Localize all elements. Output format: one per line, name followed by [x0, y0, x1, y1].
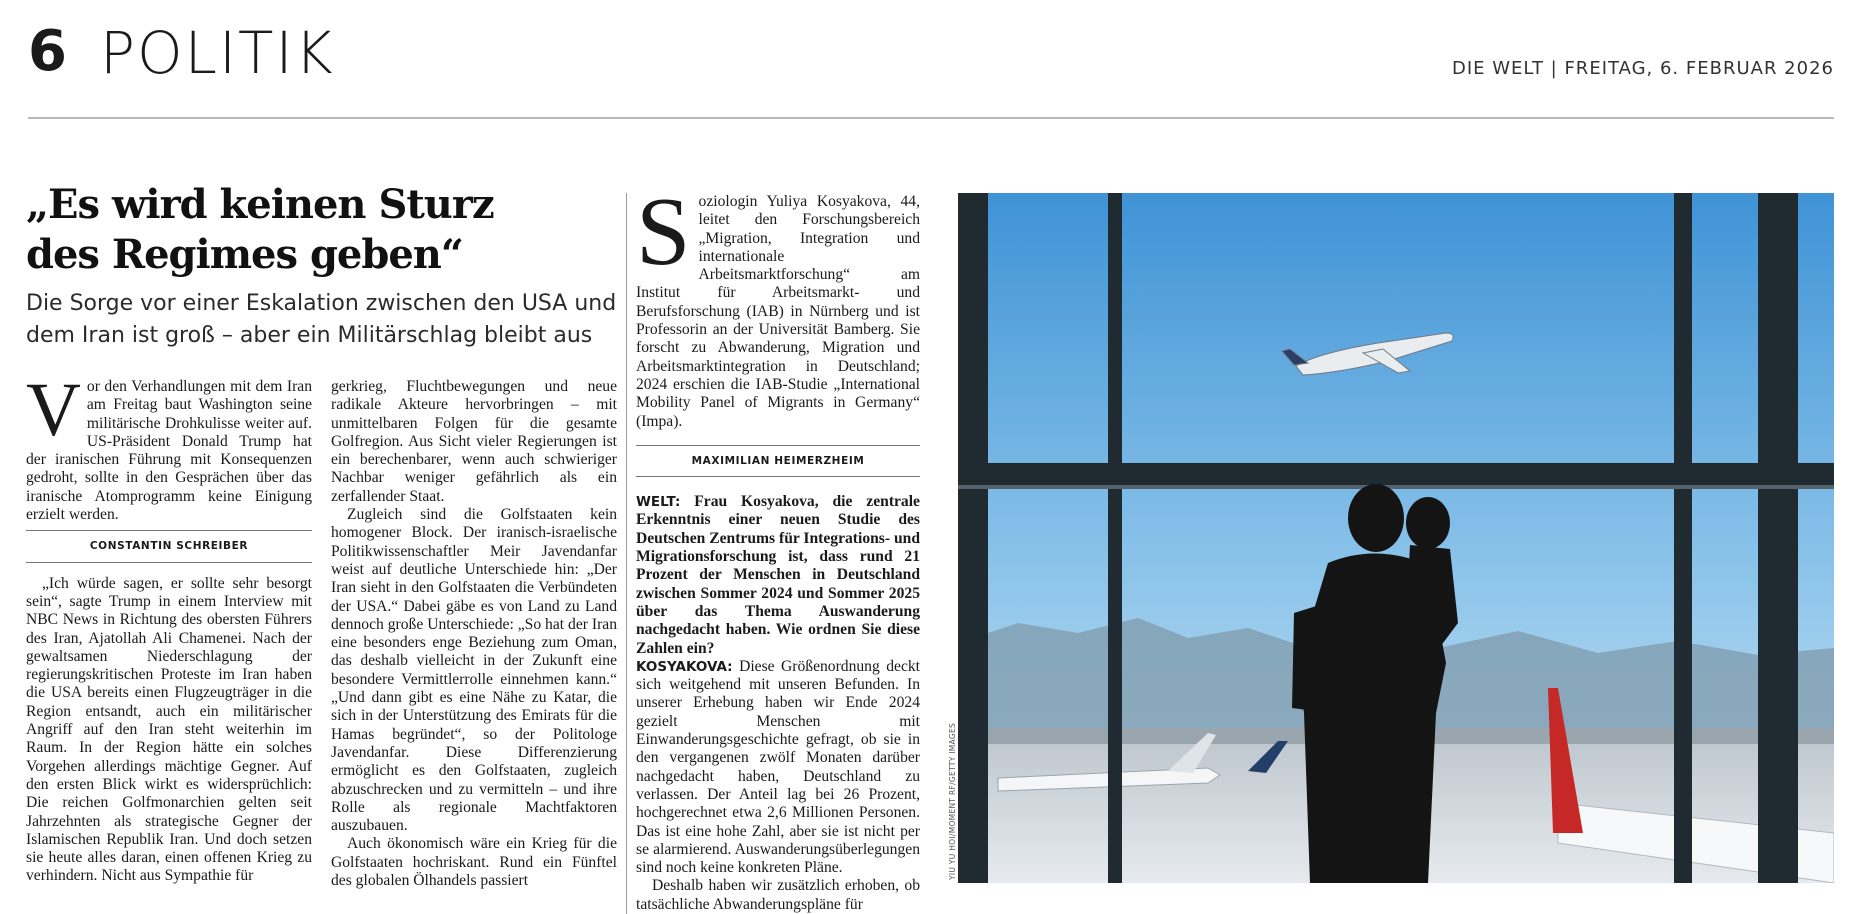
answer-label: KOSYAKOVA: — [636, 658, 733, 675]
airport-window-illustration — [958, 193, 1834, 883]
interview-column — [636, 178, 920, 914]
page-number: 6 — [28, 19, 67, 84]
article-photo — [958, 193, 1834, 883]
dateline: DIE WELT | FREITAG, 6. FEBRUAR 2026 — [1451, 58, 1834, 79]
interview-answer — [636, 658, 920, 878]
question-label: WELT: — [636, 494, 681, 511]
question-text: Frau Kosyakova, die zentrale Erkenntnis einer neuen Studie des Deutschen Zentrums für Integrations- und Migrationsforschung ist, dass rund 21 Prozent der Menschen in Deutschland zwischen Sommer 2024 und Sommer 2025 über das Thema Auswanderung nachgedacht haben. Wie ordnen Sie diese Zahlen ein? — [636, 493, 920, 657]
interviewer-byline: MAXIMILIAN HEIMERZHEIM — [636, 445, 920, 477]
article-column-1 — [26, 368, 312, 886]
lead-text: or den Verhandlungen mit dem Iran am Freitag baut Washington seine militärische Drohkulisse weiter auf. US-Präsident Donald Trump hat der iranischen Führung mit Konsequenzen gedroht, sollte in den Gesprächen über das iranische Atomprogramm keine Einigung erzielt werden. — [26, 378, 312, 524]
header-rule — [28, 117, 1834, 119]
article-headline — [26, 180, 626, 280]
article-lead — [26, 368, 312, 524]
headline-line-2: des Regimes geben“ — [26, 231, 463, 278]
interview-question — [636, 493, 920, 658]
author-byline: CONSTANTIN SCHREIBER — [26, 530, 312, 562]
photo-credit: YIU YU HOI/MOMENT RF/GETTY IMAGES — [948, 722, 957, 880]
article-paragraph: Auch ökonomisch wäre ein Krieg für die Golfstaaten hochriskant. Rund ein Fünftel des globalen Ölhandels passiert — [331, 835, 617, 890]
article-paragraph: Zugleich sind die Golfstaaten kein homogener Block. Der iranisch-israelische Politikwissenschaftler Meir Javendanfar weist auf deutliche Unterschiede hin: „Der Iran sieht in den Golfstaaten die Verbündeten der USA.“ Dabei gäbe es von Land zu Land dennoch große Unterschiede: „So hat der Iran eine besonders enge Beziehung zum Oman, das deshalb vielleicht in der Zukunft eine besondere Vermittlerrolle einnehmen kann.“ „Und dann gibt es eine Nähe zu Katar, die sich in der Unterstützung des Emirats für die Hamas begründet“, so der Politologe Javendanfar. Diese Differenzierung ermöglicht es den Golfstaaten, zugleich abzuschrecken und zu vermitteln – und ihre Rolle als regionale Machtfaktoren auszubauen. — [331, 506, 617, 835]
interview-intro — [636, 178, 920, 431]
column-divider — [626, 193, 627, 914]
section-title: POLITIK — [100, 19, 335, 87]
answer-text: Diese Größenordnung deckt sich weitgehend mit unseren Befunden. In unserer Erhebung haben wir Ende 2024 gezielt Menschen mit Einwanderungsgeschichte gefragt, ob sie in den vergangenen zwölf Monaten darüber nachgedacht haben, Deutschland zu verlassen. Der Anteil lag bei 26 Prozent, hochgerechnet etwa 2,6 Millionen Personen. Das ist eine hohe Zahl, aber sie ist nicht per se alarmierend. Auswanderungsüberlegungen sind noch keine konkreten Pläne. — [636, 657, 920, 877]
article-paragraph: „Ich würde sagen, er sollte sehr besorgt sein“, sagte Trump in einem Interview mit NBC News in Richtung des obersten Führers des Iran, Ajatollah Ali Chamenei. Nach der gewaltsamen Niederschlagung der regierungskritischen Proteste im Iran haben die USA bereits einen Flugzeugträger in die Region entsandt, auch ein militärischer Angriff auf den Iran steht weiterhin im Raum. In der Region hätte ein solches Vorgehen allerdings mächtige Gegner. Auf den ersten Blick wirkt es widersprüchlich: Die reichen Golfmonarchien gelten seit Jahrzehnten als strategische Gegner der Islamischen Republik Iran. Und doch setzen sie heute alles daran, einen offenen Krieg zu verhindern. Nicht aus Sympathie für — [26, 574, 312, 885]
intro-text: oziologin Yuliya Kosyakova, 44, leitet den Forschungsbereich „Migration, Integration und internationale Arbeitsmarktforschung“ am Institut für Arbeitsmarkt- und Berufsforschung (IAB) in Nürnberg und ist Professorin an der Universität Bamberg. Sie forscht zu Abwanderung, Migration und Arbeitsmarktintegration in Deutschland; 2024 erschien die IAB-Studie „International Mobility Panel of Migrants in Germany“ (Impa). — [636, 193, 920, 430]
article-column-2 — [331, 378, 617, 890]
page-header — [28, 18, 1834, 118]
interview-answer-continued: Deshalb haben wir zusätzlich erhoben, ob tatsächliche Abwanderungspläne für — [636, 877, 920, 913]
article-paragraph: gerkrieg, Fluchtbewegungen und neue radikale Akteure hervorbringen – mit unmittelbaren Folgen für die gesamte Golfregion. Aus Sicht vieler Regierungen ist ein berechenbarer, wenn auch schwieriger Nachbar weniger gefährlich als ein zerfallender Staat. — [331, 378, 617, 505]
article-subhead: Die Sorge vor einer Eskalation zwischen den USA und dem Iran ist groß – aber ein Militärschlag bleibt aus — [26, 291, 617, 348]
dropcap: S — [636, 178, 691, 286]
dropcap: V — [26, 368, 81, 452]
headline-line-1: „Es wird keinen Sturz — [26, 181, 494, 228]
